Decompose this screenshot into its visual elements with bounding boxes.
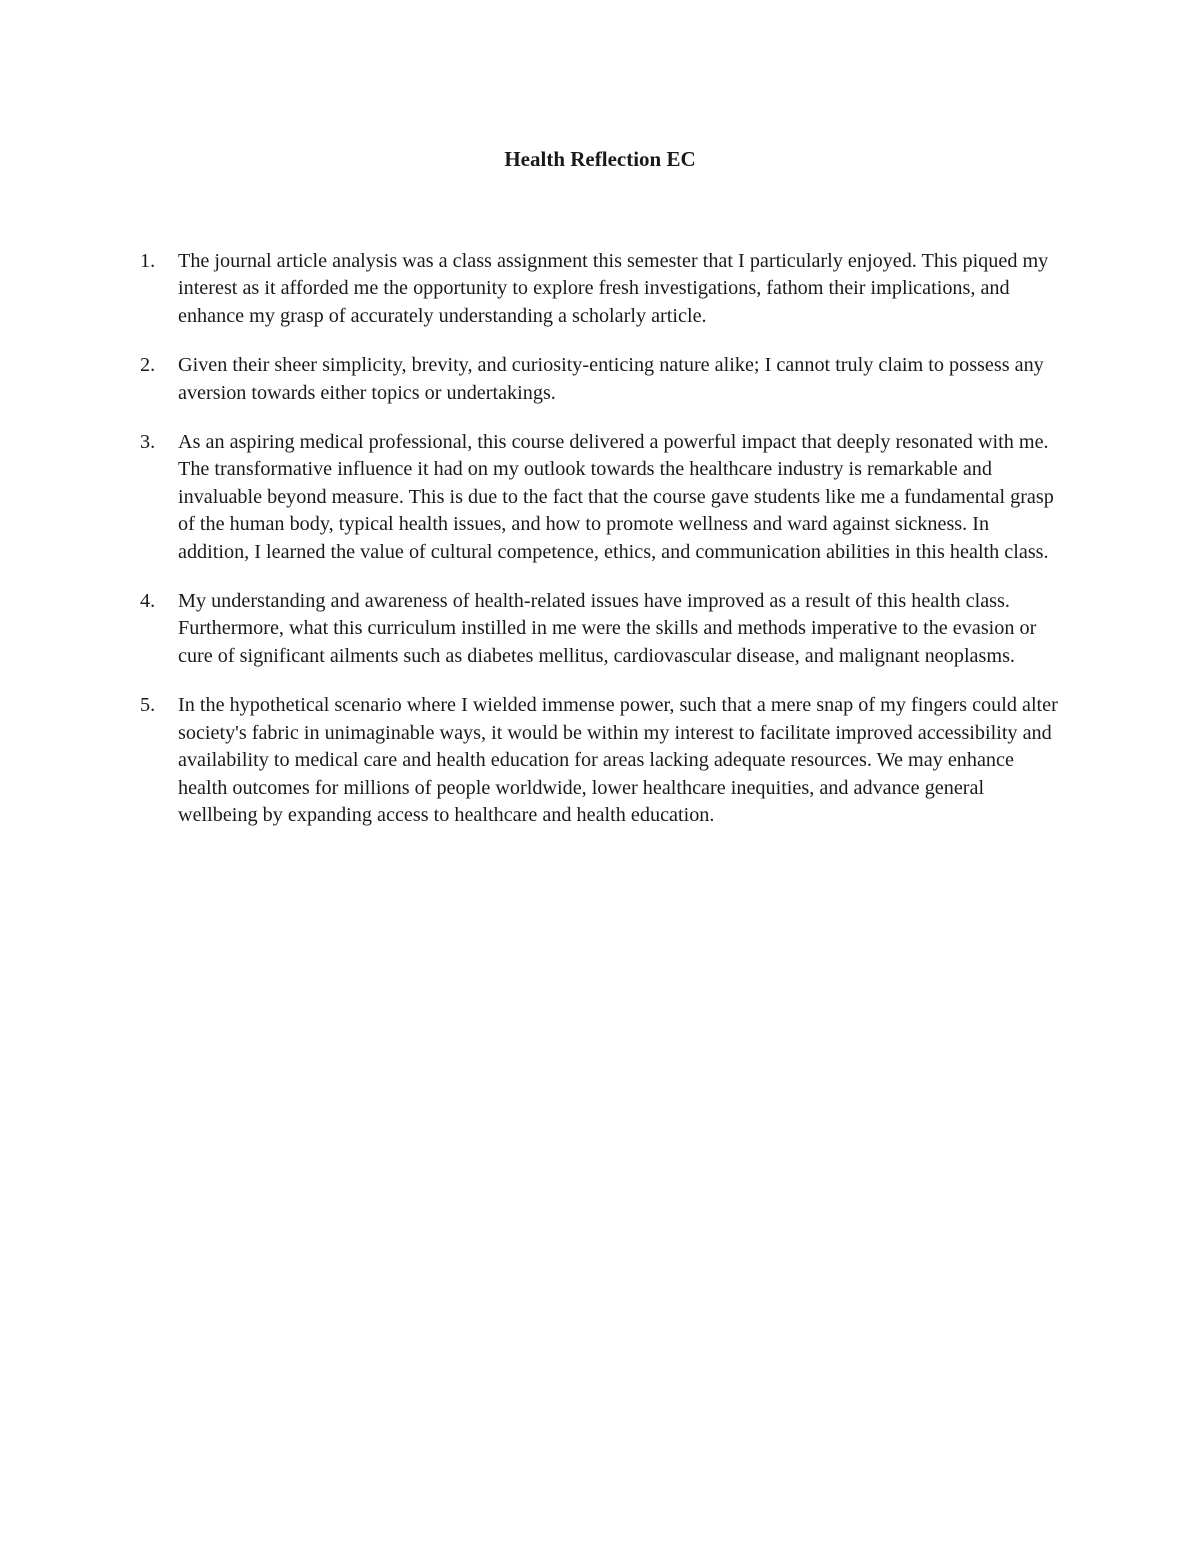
list-item-text: In the hypothetical scenario where I wielded immense power, such that a mere snap of my fingers could alter society's fabric in unimaginable ways, it would be within my interest to facilitate improved accessibility and availability to medical care and health education for areas lacking adequate resources. We may enhance health outcomes for millions of people worldwide, lower healthcare inequities, and advance general wellbeing by expanding access to healthcare and health education. — [178, 694, 1058, 826]
list-item — [140, 429, 1060, 566]
list-item-text: My understanding and awareness of health-related issues have improved as a result of this health class. Furthermore, what this curriculum instilled in me were the skills and methods imperative to the evasion or cure of significant ailments such as diabetes mellitus, cardiovascular disease, and malignant neoplasms. — [178, 590, 1037, 667]
list-item — [140, 352, 1060, 407]
list-item — [140, 692, 1060, 829]
list-item — [140, 588, 1060, 670]
list-item-number: 3. — [140, 431, 156, 454]
list-item-text: The journal article analysis was a class assignment this semester that I particularly enjoyed. This piqued my interest as it afforded me the opportunity to explore fresh investigations, fathom their implications, and enhance my grasp of accurately understanding a scholarly article. — [178, 250, 1049, 327]
list-item-text: Given their sheer simplicity, brevity, and curiosity-enticing nature alike; I cannot truly claim to possess any aversion towards either topics or undertakings. — [178, 354, 1044, 404]
list-item-number: 1. — [140, 250, 156, 272]
list-item — [140, 248, 1060, 330]
reflection-list — [140, 248, 1060, 851]
document-title: Health Reflection EC — [504, 147, 696, 171]
list-item-number: 4. — [140, 590, 156, 613]
list-item-number: 5. — [140, 694, 156, 717]
list-item-number: 2. — [140, 354, 156, 377]
list-item-text: As an aspiring medical professional, this course delivered a powerful impact that deeply resonated with me. The transformative influence it had on my outlook towards the healthcare industry is remarkable and invaluable beyond measure. This is due to the fact that the course gave students like me a fundamental grasp of the human body, typical health issues, and how to promote wellness and ward against sickness. In addition, I learned the value of cultural competence, ethics, and communication abilities in this health class. — [178, 431, 1054, 563]
